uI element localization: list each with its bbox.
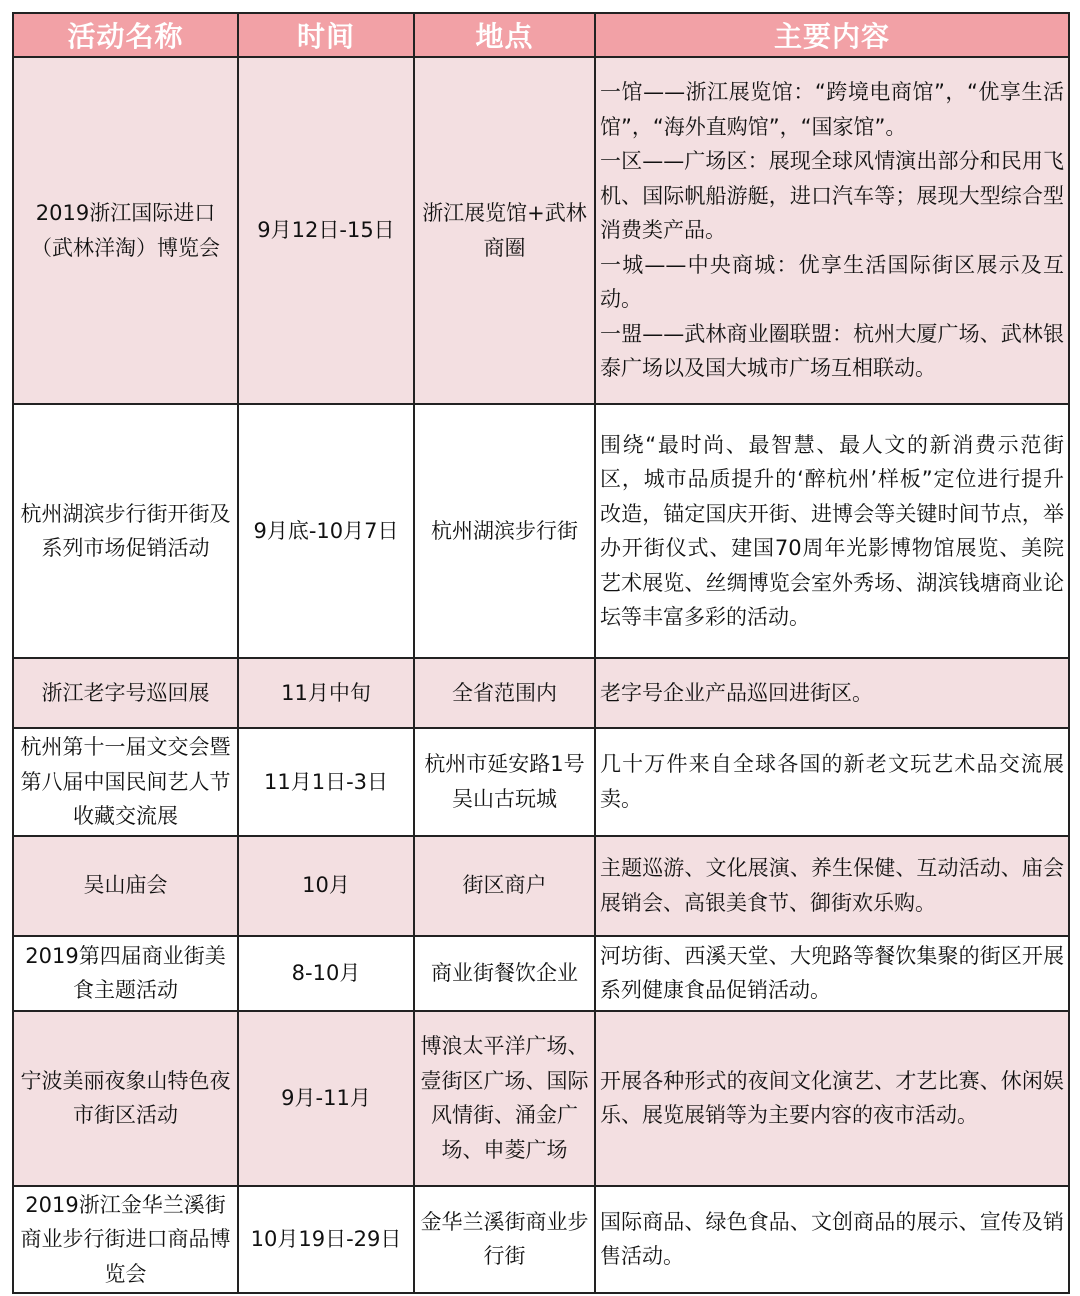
content-cell	[595, 1186, 1069, 1294]
activity-name-cell: 宁波美丽夜象山特色夜市街区活动	[13, 1011, 238, 1186]
content-line: 河坊街、西溪天堂、大兜路等餐饮集聚的街区开展系列健康食品促销活动。	[600, 943, 1064, 1002]
table-row	[13, 1011, 1069, 1186]
location-cell: 杭州湖滨步行街	[414, 404, 595, 658]
time-cell: 10月19日-29日	[238, 1186, 414, 1294]
location-cell: 博浪太平洋广场、壹街区广场、国际风情街、涌金广场、申菱广场	[414, 1011, 595, 1186]
activity-name-cell: 浙江老字号巡回展	[13, 658, 238, 728]
activity-name-cell: 杭州第十一届文交会暨第八届中国民间艺人节收藏交流展	[13, 728, 238, 836]
location-cell: 浙江展览馆+武林商圈	[414, 57, 595, 404]
content-cell	[595, 658, 1069, 728]
content-line: 开展各种形式的夜间文化演艺、才艺比赛、休闲娱乐、展览展销等为主要内容的夜市活动。	[600, 1068, 1064, 1127]
table-row	[13, 57, 1069, 404]
content-line: 主题巡游、文化展演、养生保健、互动活动、庙会展销会、高银美食节、御街欢乐购。	[600, 856, 1064, 915]
activity-name-cell: 2019浙江国际进口（武林洋淘）博览会	[13, 57, 238, 404]
table-row	[13, 728, 1069, 836]
location-cell: 全省范围内	[414, 658, 595, 728]
time-cell: 10月	[238, 836, 414, 936]
content-line: 一城——中央商城：优享生活国际街区展示及互动。	[600, 252, 1064, 312]
header-main-content: 主要内容	[595, 13, 1069, 57]
time-cell: 9月12日-15日	[238, 57, 414, 404]
activity-name-cell: 2019浙江金华兰溪街商业步行街进口商品博览会	[13, 1186, 238, 1294]
activity-name-cell: 2019第四届商业街美食主题活动	[13, 936, 238, 1011]
content-cell	[595, 404, 1069, 658]
table-row	[13, 1186, 1069, 1294]
content-cell	[595, 936, 1069, 1011]
content-line: 老字号企业产品巡回进街区。	[600, 680, 873, 705]
location-cell: 街区商户	[414, 836, 595, 936]
content-line: 一区——广场区：展现全球风情演出部分和民用飞机、国际帆船游艇，进口汽车等；展现大型综合型消费类产品。	[600, 149, 1064, 243]
content-cell	[595, 728, 1069, 836]
time-cell: 9月-11月	[238, 1011, 414, 1186]
time-cell: 9月底-10月7日	[238, 404, 414, 658]
table-row	[13, 404, 1069, 658]
time-cell: 11月中旬	[238, 658, 414, 728]
time-cell: 11月1日-3日	[238, 728, 414, 836]
location-cell: 杭州市延安路1号吴山古玩城	[414, 728, 595, 836]
content-cell	[595, 57, 1069, 404]
location-cell: 金华兰溪街商业步行街	[414, 1186, 595, 1294]
header-time: 时间	[238, 13, 414, 57]
activity-name-cell: 吴山庙会	[13, 836, 238, 936]
content-cell	[595, 836, 1069, 936]
events-table	[12, 12, 1070, 1294]
header-row	[13, 13, 1069, 57]
content-line: 围绕“最时尚、最智慧、最人文的新消费示范街区，城市品质提升的‘醉杭州’样板”定位进行提升改造，锚定国庆开街、进博会等关键时间节点，举办开街仪式、建国70周年光影博物馆展览、美院艺术展览、丝绸博览会室外秀场、湖滨钱塘商业论坛等丰富多彩的活动。	[600, 432, 1064, 629]
header-location: 地点	[414, 13, 595, 57]
content-line: 几十万件来自全球各国的新老文玩艺术品交流展卖。	[600, 752, 1064, 811]
activity-name-cell: 杭州湖滨步行街开街及系列市场促销活动	[13, 404, 238, 658]
content-line: 一盟——武林商业圈联盟：杭州大厦广场、武林银泰广场以及国大城市广场互相联动。	[600, 321, 1064, 381]
header-activity-name: 活动名称	[13, 13, 238, 57]
table-row	[13, 936, 1069, 1011]
content-line: 一馆——浙江展览馆：“跨境电商馆”，“优享生活馆”，“海外直购馆”，“国家馆”。	[600, 80, 1064, 139]
location-cell: 商业街餐饮企业	[414, 936, 595, 1011]
table-row	[13, 658, 1069, 728]
table-row	[13, 836, 1069, 936]
content-cell	[595, 1011, 1069, 1186]
time-cell: 8-10月	[238, 936, 414, 1011]
content-line: 国际商品、绿色食品、文创商品的展示、宣传及销售活动。	[600, 1209, 1064, 1269]
